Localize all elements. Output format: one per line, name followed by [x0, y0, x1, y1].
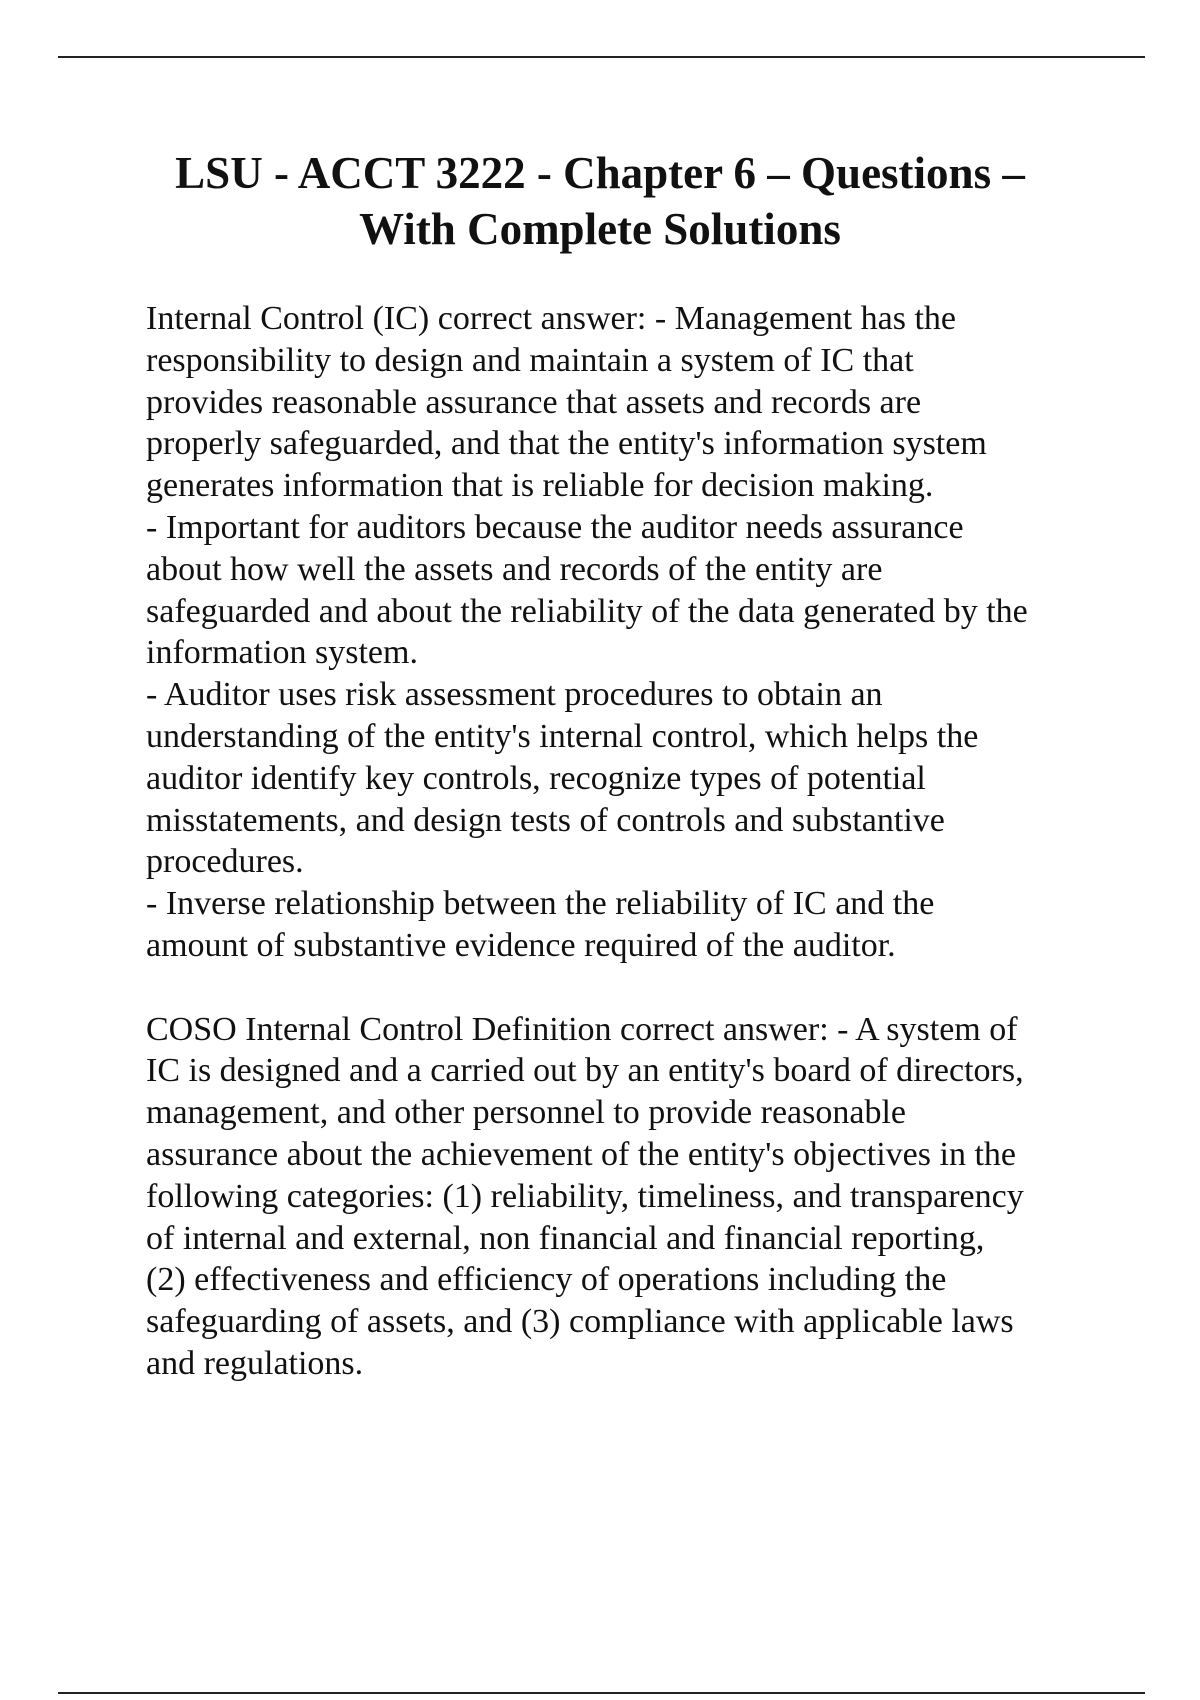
text-line: auditor identify key controls, recognize types of potential	[146, 759, 926, 797]
qa-entry-internal-control	[146, 298, 1106, 967]
text-line: amount of substantive evidence required of the auditor.	[146, 926, 896, 964]
text-line: management, and other personnel to provide reasonable	[146, 1094, 907, 1132]
text-line: procedures.	[146, 843, 304, 881]
text-line: generates information that is reliable for decision making.	[146, 467, 934, 505]
text-line: COSO Internal Control Definition correct answer: - A system of	[146, 1010, 1018, 1048]
text-line: IC is designed and a carried out by an entity's board of directors,	[146, 1052, 1024, 1090]
text-line: of internal and external, non financial and financial reporting,	[146, 1219, 985, 1257]
page-title-line: With Complete Solutions	[359, 204, 841, 254]
page-title	[100, 145, 1100, 257]
text-line: provides reasonable assurance that assets and records are	[146, 383, 922, 421]
text-line: understanding of the entity's internal control, which helps the	[146, 717, 979, 755]
text-line: following categories: (1) reliability, timeliness, and transparency	[146, 1177, 1024, 1215]
text-line: (2) effectiveness and efficiency of operations including the	[146, 1261, 947, 1299]
text-line: safeguarding of assets, and (3) compliance with applicable laws	[146, 1303, 1014, 1341]
text-line: - Important for auditors because the auditor needs assurance	[146, 508, 964, 546]
text-line: properly safeguarded, and that the entity's information system	[146, 425, 987, 463]
text-line: Internal Control (IC) correct answer: - Management has the	[146, 300, 957, 337]
text-line: - Auditor uses risk assessment procedures to obtain an	[146, 676, 883, 714]
document-body	[146, 298, 1106, 1385]
text-line: responsibility to design and maintain a system of IC that	[146, 341, 914, 379]
text-line: misstatements, and design tests of controls and substantive	[146, 801, 945, 839]
page-title-line: LSU - ACCT 3222 - Chapter 6 – Questions –	[175, 148, 1025, 198]
header-divider	[58, 56, 1145, 58]
text-line: and regulations.	[146, 1344, 364, 1382]
text-line: about how well the assets and records of the entity are	[146, 550, 883, 588]
text-line: - Inverse relationship between the reliability of IC and the	[146, 885, 935, 923]
text-line: information system.	[146, 634, 418, 672]
text-line: safeguarded and about the reliability of the data generated by the	[146, 592, 1028, 630]
footer-divider	[58, 1692, 1145, 1694]
text-line: assurance about the achievement of the entity's objectives in the	[146, 1135, 1016, 1173]
qa-entry-coso-definition	[146, 1009, 1106, 1385]
